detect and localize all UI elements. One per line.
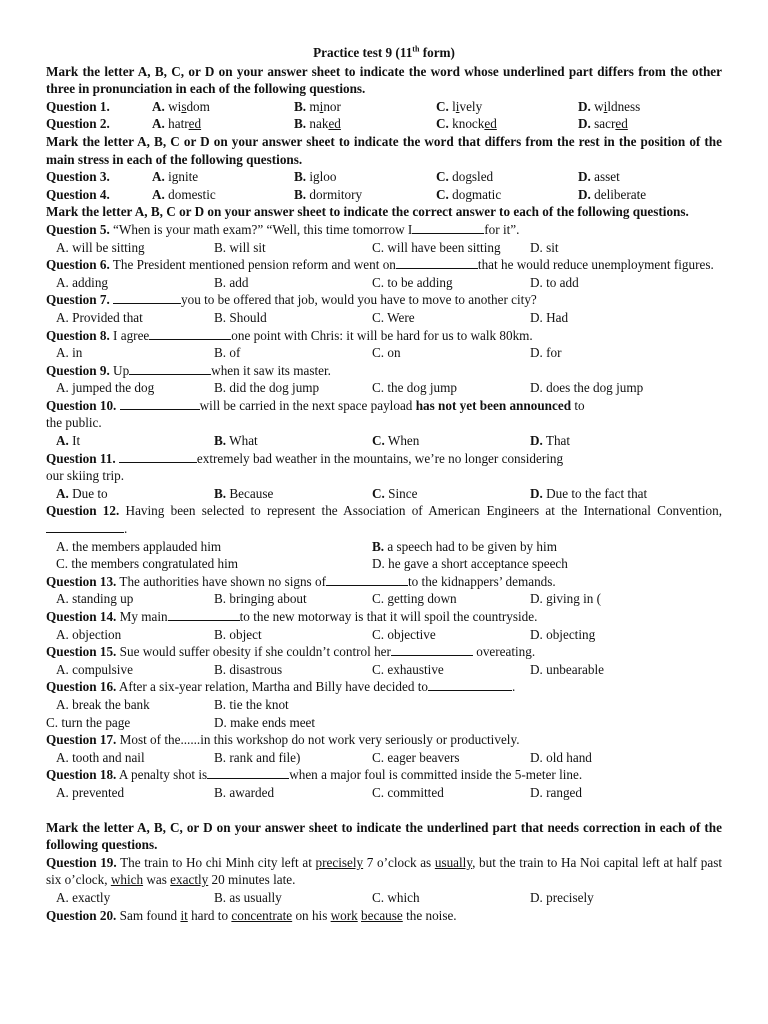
option-c: C. the members congratulated him xyxy=(56,556,239,572)
option-b: B. tie the knot xyxy=(214,696,289,712)
option-d: D. make ends meet xyxy=(214,714,316,730)
option-d: D. wildness xyxy=(578,98,641,114)
option-a: A. jumped the dog xyxy=(56,380,155,396)
option-c: C. When xyxy=(372,433,420,449)
option-d: D. sacred xyxy=(578,116,628,132)
option-d: D. to add xyxy=(530,274,579,290)
option-c: C. eager beavers xyxy=(372,749,460,765)
question-8-options xyxy=(46,344,722,362)
option-b: B. disastrous xyxy=(214,661,283,677)
option-a: A. objection xyxy=(56,626,122,642)
question-13-options xyxy=(46,590,722,608)
question-8-stem: Question 8. I agree one point with Chris: it will be hard for us to walk 80km. xyxy=(46,327,533,343)
question-12-stem: Question 12. Having been selected to represent the Association of American Engineers at the International Convention, . xyxy=(46,503,722,537)
option-d: D. precisely xyxy=(530,889,594,905)
option-a: A. the members applauded him xyxy=(56,538,222,554)
option-a: A. wisdom xyxy=(152,98,210,114)
section-spacer xyxy=(46,802,722,819)
question-10-stem: Question 10. will be carried in the next space payload has not yet been announced to xyxy=(46,397,585,413)
option-b: B. of xyxy=(214,345,241,361)
option-d: D. Due to the fact that xyxy=(530,485,648,501)
question-17-options xyxy=(46,749,722,767)
option-b: B. igloo xyxy=(294,169,337,185)
option-c: C. dogmatic xyxy=(436,186,502,202)
answer-blank xyxy=(119,451,197,463)
option-b: B. Because xyxy=(214,485,274,501)
option-a: A. domestic xyxy=(152,186,216,202)
answer-blank xyxy=(46,521,124,533)
question-17-stem: Question 17. Most of the......in this workshop do not work very seriously or productively. xyxy=(46,732,520,748)
option-d: D. That xyxy=(530,433,571,449)
option-b: B. object xyxy=(214,626,262,642)
question-15-stem: Question 15. Sue would suffer obesity if she couldn’t control her overeating. xyxy=(46,644,536,660)
option-c: C. Were xyxy=(372,309,415,325)
option-d: D. he gave a short acceptance speech xyxy=(372,556,568,572)
option-c: C. objective xyxy=(372,626,436,642)
question-5-stem: Question 5. “When is your math exam?” “Well, this time tomorrow I for it”. xyxy=(46,221,520,237)
question-11-options xyxy=(46,485,722,503)
option-d: D. sit xyxy=(530,239,559,255)
option-a: A. adding xyxy=(56,274,109,290)
answer-blank xyxy=(428,679,512,691)
option-d: D. old hand xyxy=(530,749,592,765)
question-1: Question 1. A. wisdom B. minor C. lively D. wildness xyxy=(46,98,641,114)
option-c: C. the dog jump xyxy=(372,380,457,396)
option-b: B. dormitory xyxy=(294,186,363,202)
option-d: D. Had xyxy=(530,309,569,325)
option-c: C. dogsled xyxy=(436,169,494,185)
question-10-stem-continued: the public. xyxy=(46,415,102,431)
option-a: A. in xyxy=(56,345,83,361)
answer-blank xyxy=(207,767,289,779)
question-18-stem: Question 18. A penalty shot is when a major foul is committed inside the 5-meter line. xyxy=(46,767,583,783)
option-c: C. knocked xyxy=(436,116,497,132)
question-14-stem: Question 14. My main to the new motorway is that it will spoil the countryside. xyxy=(46,609,538,624)
option-c: C. turn the page xyxy=(46,714,131,730)
option-c: C. getting down xyxy=(372,591,457,607)
answer-blank xyxy=(120,398,200,410)
option-b: B. will sit xyxy=(214,239,266,255)
option-a: A. Provided that xyxy=(56,309,143,325)
option-b: B. as usually xyxy=(214,889,282,905)
option-a: A. hatred xyxy=(152,116,202,132)
option-c: C. will have been sitting xyxy=(372,239,501,255)
option-b: B. a speech had to be given by him xyxy=(372,538,557,554)
answer-blank xyxy=(129,363,211,375)
answer-blank xyxy=(113,292,181,304)
option-a: A. standing up xyxy=(56,591,134,607)
option-b: B. add xyxy=(214,274,249,290)
question-16-stem: Question 16. After a six-year relation, Martha and Billy have decided to . xyxy=(46,679,516,695)
option-d: D. giving in ( xyxy=(530,591,602,607)
option-a: A. will be sitting xyxy=(56,239,145,255)
section-1-instruction: Mark the letter A, B, C, or D on your answer sheet to indicate the word whose underlined part differs from the other three in pronunciation in each of the following questions. xyxy=(46,63,722,97)
question-16-options-row-1 xyxy=(46,696,722,714)
option-c: C. on xyxy=(372,345,401,361)
question-9-stem: Question 9. Up when it saw its master. xyxy=(46,362,331,378)
option-d: D. asset xyxy=(578,169,620,185)
question-12-options-row-1 xyxy=(46,538,722,556)
answer-blank xyxy=(326,574,408,586)
option-a: A. It xyxy=(56,433,81,449)
question-2: Question 2. A. hatred B. naked C. knocked D. sacred xyxy=(46,116,628,132)
page-title: Practice test 9 (11th form) xyxy=(313,44,455,60)
option-a: A. exactly xyxy=(56,889,111,905)
option-a: A. ignite xyxy=(152,169,199,185)
question-16-options-row-2 xyxy=(46,714,722,732)
option-c: C. which xyxy=(372,889,420,905)
question-6-options xyxy=(46,274,722,292)
question-12-options-row-2 xyxy=(46,555,722,573)
answer-blank xyxy=(149,328,231,340)
option-a: A. prevented xyxy=(56,784,125,800)
option-a: A. tooth and nail xyxy=(56,749,145,765)
option-d: D. objecting xyxy=(530,626,596,642)
option-b: B. naked xyxy=(294,116,341,132)
question-11-stem-continued: our skiing trip. xyxy=(46,468,125,484)
question-15-options xyxy=(46,661,722,679)
question-14-options xyxy=(46,626,722,644)
option-a: A. Due to xyxy=(56,485,108,501)
option-b: B. What xyxy=(214,433,258,449)
option-d: D. for xyxy=(530,345,562,361)
answer-blank xyxy=(396,257,478,269)
question-13-stem: Question 13. The authorities have shown no signs of to the kidnappers’ demands. xyxy=(46,573,556,589)
question-6-stem: Question 6. The President mentioned pension reform and went on that he would reduce unemployment figures. xyxy=(46,257,714,273)
option-d: D. unbearable xyxy=(530,661,604,677)
answer-blank xyxy=(412,222,484,234)
section-2-instruction: Mark the letter A, B, C or D on your answer sheet to indicate the word that differs from the rest in the position of the main stress in each of the following questions. xyxy=(46,133,722,167)
section-3-instruction: Mark the letter A, B, C or D on your answer sheet to indicate the correct answer to each of the following questions. xyxy=(46,204,689,220)
option-b: B. Should xyxy=(214,309,267,325)
option-c: C. to be adding xyxy=(372,274,453,290)
answer-blank xyxy=(168,609,240,621)
option-b: B. awarded xyxy=(214,784,275,800)
section-4-instruction: Mark the letter A, B, C, or D on your answer sheet to indicate the underlined part that needs correction in each of the following questions. xyxy=(46,819,722,853)
option-c: C. lively xyxy=(436,98,483,114)
option-b: B. bringing about xyxy=(214,591,307,607)
question-18-options xyxy=(46,784,722,802)
option-c: C. Since xyxy=(372,485,418,501)
question-11-stem: Question 11. extremely bad weather in the mountains, we’re no longer considering xyxy=(46,450,564,466)
option-d: D. ranged xyxy=(530,784,582,800)
option-b: B. minor xyxy=(294,98,341,114)
option-b: B. rank and file) xyxy=(214,749,301,765)
question-5-options xyxy=(46,239,722,257)
option-c: C. exhaustive xyxy=(372,661,444,677)
option-a: A. break the bank xyxy=(56,696,150,712)
option-d: D. deliberate xyxy=(578,186,647,202)
question-20-stem: Question 20. Sam found it hard to concentrate on his work because the noise. xyxy=(46,907,457,923)
question-19-stem: Question 19. The train to Ho chi Minh city left at precisely 7 o’clock as usually, but the train to Ha Noi capital left at half past six o’clock, which was exactly 20 minutes late. xyxy=(46,854,723,888)
question-3: Question 3. A. ignite B. igloo C. dogsled D. asset xyxy=(46,169,620,185)
option-b: B. did the dog jump xyxy=(214,380,320,396)
question-10-options xyxy=(46,432,722,450)
option-a: A. compulsive xyxy=(56,661,133,677)
option-d: D. does the dog jump xyxy=(530,380,644,396)
question-9-options xyxy=(46,379,722,397)
answer-blank xyxy=(391,644,473,656)
question-19-options xyxy=(46,889,722,907)
question-7-options xyxy=(46,309,722,327)
question-4: Question 4. A. domestic B. dormitory C. dogmatic D. deliberate xyxy=(46,186,647,202)
question-7-stem: Question 7. you to be offered that job, would you have to move to another city? xyxy=(46,292,537,308)
option-c: C. committed xyxy=(372,784,444,800)
